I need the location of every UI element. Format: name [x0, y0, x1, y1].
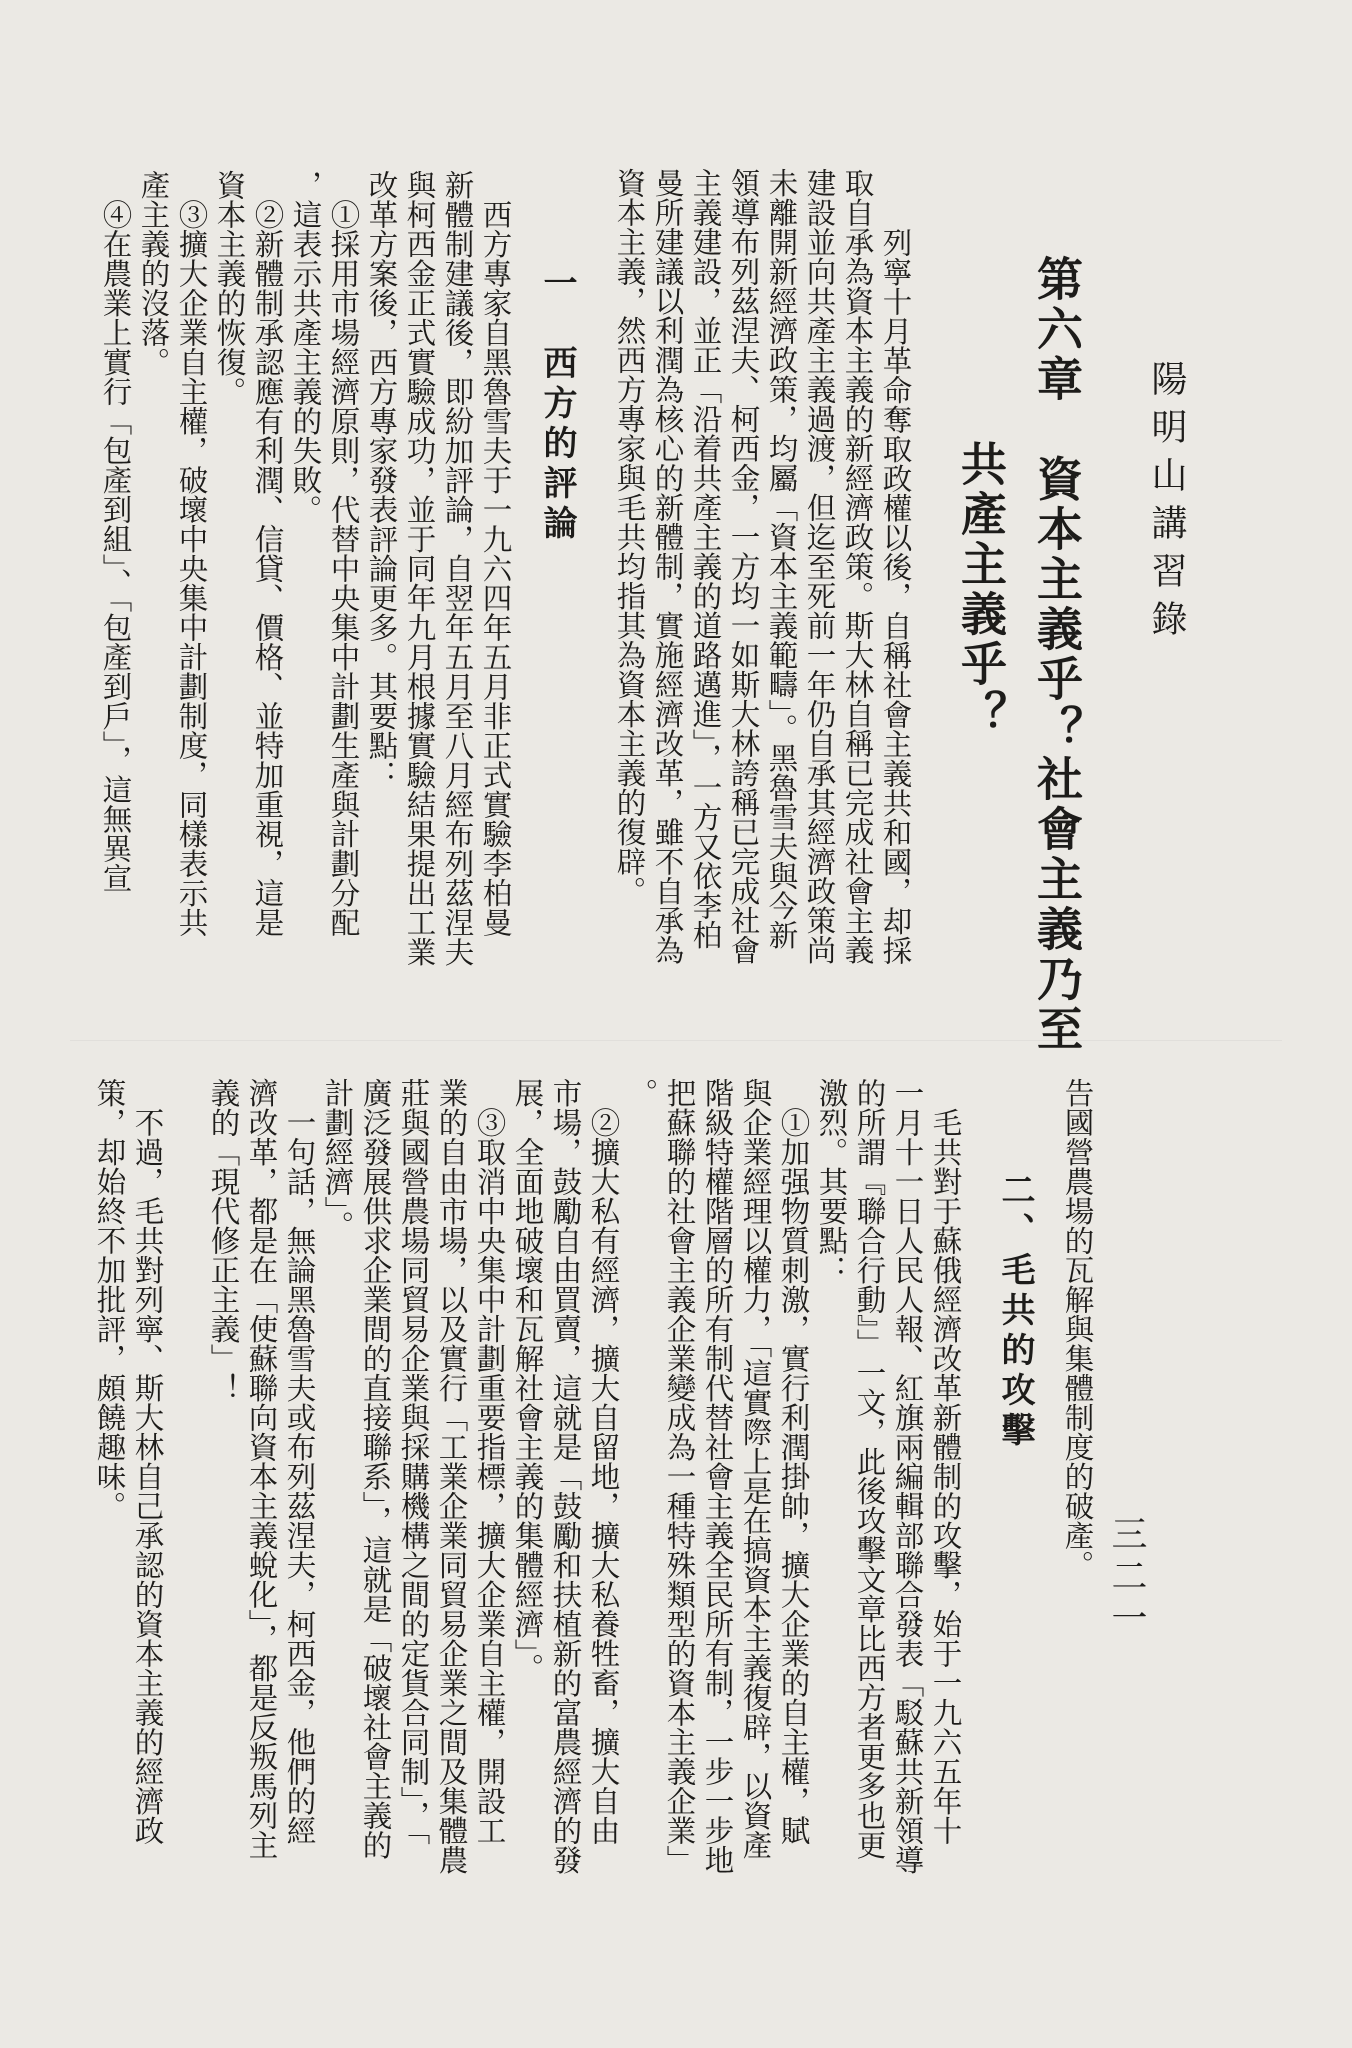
chapter-title-line1: 第六章 資本主義乎？社會主義乃至 — [1030, 255, 1084, 1055]
text-line: 一句話，無論黑魯雪夫或布列茲涅夫，柯西金，他們的經 — [282, 1078, 317, 1845]
text-line: 未離開新經濟政策，均屬「資本主義範疇」。黑魯雪夫與今新 — [764, 168, 799, 950]
text-line: 莊與國營農場同貿易企業與採購機構之間的定貨合同制」，「 — [396, 1078, 431, 1845]
page-number: 三二一 — [1106, 1515, 1147, 1641]
text-line: ，這表示共產主義的失敗。 — [288, 170, 323, 524]
text-line: ②擴大私有經濟，擴大自留地，擴大私養牲畜，擴大自由 — [586, 1078, 621, 1845]
running-title: 陽明山講習錄 — [1146, 360, 1187, 648]
text-line: ①加强物質刺激，實行利潤掛帥，擴大企業的自主權，賦 — [776, 1078, 811, 1845]
text-line: 西方專家自黑魯雪夫于一九六四年五月非正式實驗李柏曼 — [478, 170, 513, 937]
text-line: 主義建設，並正「沿着共產主義的道路邁進」，一方又依李柏 — [688, 168, 723, 950]
section-heading-maoist-attack: 二、毛共的攻擊 — [995, 1172, 1035, 1452]
text-line: 濟改革，都是在「使蘇聯向資本主義蛻化」，都是反叛馬列主 — [244, 1078, 279, 1860]
text-line: 新體制建議後，即紛加評論，自翌年五月至八月經布列茲涅夫 — [440, 170, 475, 967]
text-line: 曼所建議以利潤為核心的新體制，實施經濟改革，雖不自承為 — [650, 168, 685, 965]
text-line: 階級特權階層的所有制代替社會主義全民所有制，一步一步地 — [700, 1078, 735, 1875]
text-line: 列寧十月革命奪取政權以後，自稱社會主義共和國，却採 — [878, 198, 913, 965]
text-line: ②新體制承認應有利潤、信貸、價格、並特加重視，這是 — [250, 170, 285, 937]
text-line: 告國營農場的瓦解與集體制度的破產。 — [1060, 1078, 1095, 1580]
text-line: 策，却始終不加批評，頗饒趣味。 — [92, 1078, 127, 1521]
text-line: 市場，鼓勵自由買賣，這就是「鼓勵和扶植新的富農經濟的發 — [548, 1078, 583, 1875]
chapter-title-line2: 共產主義乎？ — [954, 440, 1008, 740]
text-line: ①採用市場經濟原則，代替中央集中計劃生產與計劃分配 — [326, 170, 361, 937]
text-line: 取自承為資本主義的新經濟政策。斯大林自稱已完成社會主義 — [840, 168, 875, 965]
text-line: 不過，毛共對列寧、斯大林自己承認的資本主義的經濟政 — [130, 1078, 165, 1845]
text-line: 資本主義的恢復。 — [212, 170, 247, 406]
text-line: 建設並向共產主義過渡，但迄至死前一年仍自承其經濟政策尚 — [802, 168, 837, 965]
section-heading-western-commentary: 一 西方的評論 — [537, 265, 577, 545]
text-line: 計劃經濟」。 — [320, 1078, 355, 1241]
text-line: 義的「現代修正主義」！ — [206, 1078, 241, 1403]
text-line: 資本主義，然西方專家與毛共均指其為資本主義的復辟。 — [612, 168, 647, 906]
text-line: 改革方案後，西方專家發表評論更多。其要點： — [364, 170, 399, 790]
text-line: 業的自由市場，以及實行「工業企業同貿易企業之間及集體農 — [434, 1078, 469, 1875]
text-line: 把蘇聯的社會主義企業變成為一種特殊類型的資本主義企業」 — [662, 1078, 697, 1875]
text-line: 一月十一日人民人報、紅旗兩編輯部聯合發表「駁蘇共新領導 — [890, 1078, 925, 1875]
text-line: 。 — [624, 1078, 659, 1108]
text-line: 的所謂『聯合行動』」一文，此後攻擊文章比西方者更多也更 — [852, 1078, 887, 1860]
text-line: 領導布列茲涅夫、柯西金，一方均一如斯大林誇稱已完成社會 — [726, 168, 761, 965]
text-line: 與企業經理以權力，「這實際上是在搞資本主義復辟，以資產 — [738, 1078, 773, 1860]
text-line: ④在農業上實行「包產到組」、「包產到戶」，這無異宣 — [98, 170, 133, 893]
text-line: 毛共對于蘇俄經濟改革新體制的攻擊，始于一九六五年十 — [928, 1078, 963, 1845]
text-line: 產主義的沒落。 — [136, 170, 171, 377]
text-line: 廣泛發展供求企業間的直接聯系」，這就是「破壞社會主義的 — [358, 1078, 393, 1860]
column-divider — [70, 1040, 1282, 1041]
text-line: ③擴大企業自主權，破壞中央集中計劃制度，同樣表示共 — [174, 170, 209, 937]
text-line: 與柯西金正式實驗成功，並于同年九月根據實驗結果提出工業 — [402, 170, 437, 967]
text-line: 激烈。其要點： — [814, 1078, 849, 1285]
text-line: 展，全面地破壞和瓦解社會主義的集體經濟」。 — [510, 1078, 545, 1683]
text-line: ③取消中央集中計劃重要指標，擴大企業自主權，開設工 — [472, 1078, 507, 1845]
